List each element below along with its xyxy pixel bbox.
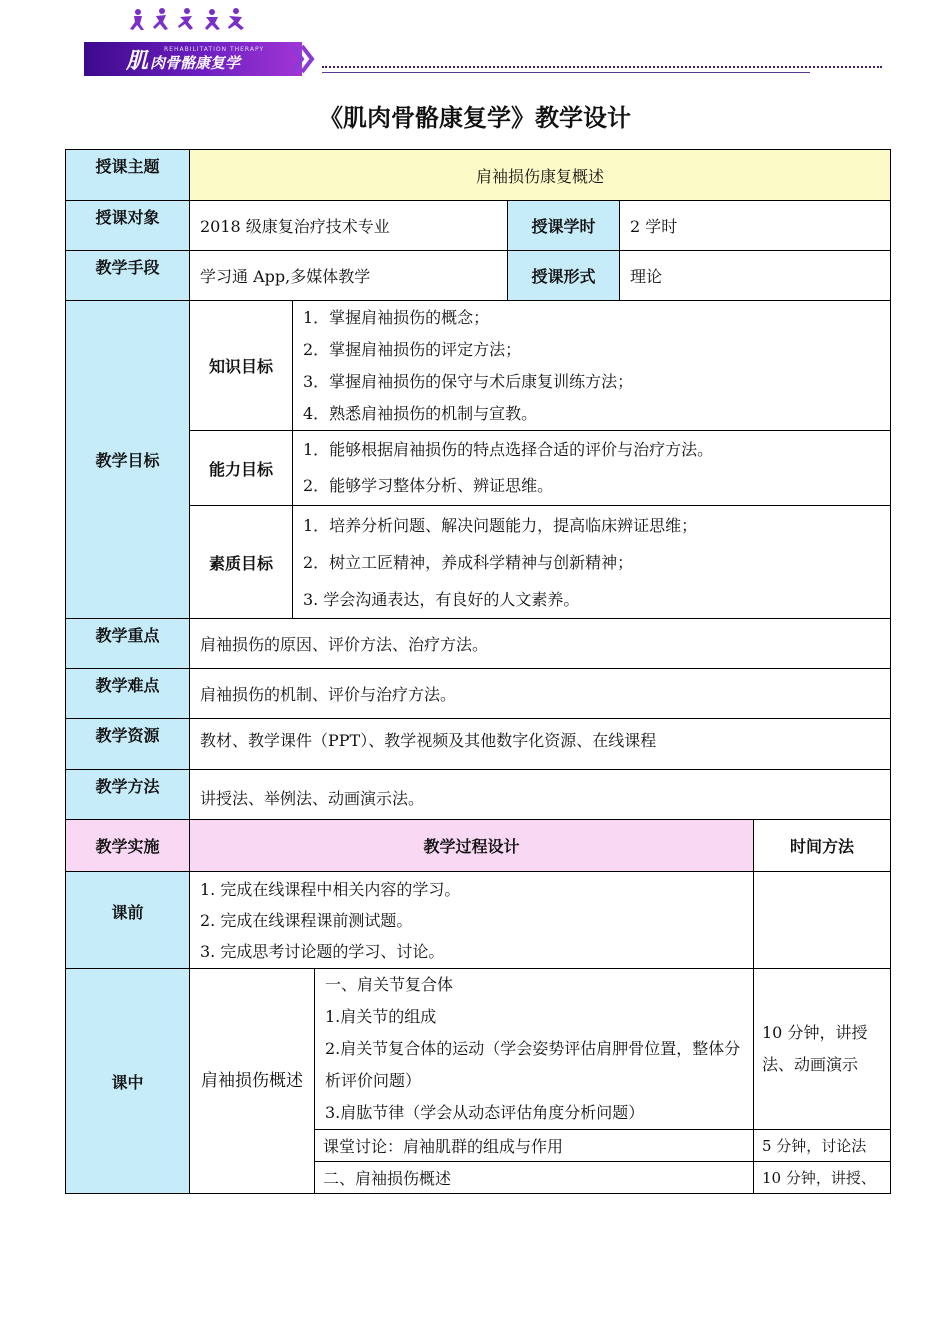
list-item: 2. 完成在线课程课前测试题。 (200, 910, 413, 930)
pre-class-list (190, 872, 754, 969)
objectives-label: 教学目标 (66, 301, 190, 619)
brand-main-char: 肌 (126, 49, 149, 74)
key-points-label: 教学重点 (66, 619, 190, 669)
list-item: 3. 完成思考讨论题的学习、讨论。 (200, 941, 445, 961)
difficulties-value: 肩袖损伤的机制、评价与治疗方法。 (190, 669, 891, 719)
row-key-points (66, 619, 891, 669)
part2-text: 二、肩袖损伤概述 (315, 1162, 754, 1194)
row-resources (66, 719, 891, 770)
row-knowledge-objectives (66, 301, 891, 431)
header-banner (84, 8, 320, 74)
discussion-text: 课堂讨论：肩袖肌群的组成与作用 (315, 1130, 754, 1162)
list-item: 4．熟悉肩袖损伤的机制与宣教。 (303, 403, 538, 423)
implementation-header: 教学实施 (66, 820, 190, 872)
list-item: 3.肩肱节律（学会从动态评估角度分析问题） (325, 1103, 645, 1122)
list-item: 1．培养分析问题、解决问题能力，提高临床辨证思维； (303, 515, 698, 535)
knowledge-label: 知识目标 (190, 301, 293, 431)
audience-label: 授课对象 (66, 201, 190, 251)
row-difficulties (66, 669, 891, 719)
header-divider (322, 72, 810, 73)
form-value: 理论 (620, 251, 891, 301)
chevron-right-icon (288, 42, 318, 76)
methods-value: 讲授法、举例法、动画演示法。 (190, 770, 891, 820)
list-item: 2．能够学习整体分析、辨证思维。 (303, 476, 554, 495)
list-item: 1．能够根据肩袖损伤的特点选择合适的评价与治疗方法。 (303, 440, 714, 459)
difficulties-label: 教学难点 (66, 669, 190, 719)
form-label: 授课形式 (508, 251, 620, 301)
row-quality-objectives (66, 506, 891, 619)
brand-rest: 肉骨骼康复学 (150, 54, 241, 72)
list-item: 1．掌握肩袖损伤的概念； (303, 307, 490, 327)
list-item: 3．掌握肩袖损伤的保守与术后康复训练方法； (303, 371, 634, 391)
discussion-time: 5 分钟，讨论法 (754, 1130, 891, 1162)
list-item: 1.肩关节的组成 (325, 1007, 437, 1026)
in-class-section (190, 969, 315, 1194)
list-item: 2．树立工匠精神，养成科学精神与创新精神； (303, 552, 634, 572)
means-label: 教学手段 (66, 251, 190, 301)
in-class-section-text: 肩袖损伤概述 (201, 1071, 303, 1091)
pre-class-label: 课前 (66, 872, 190, 969)
quality-list (293, 506, 891, 619)
row-in-class-part1 (66, 969, 891, 1130)
hours-label: 授课学时 (508, 201, 620, 251)
in-class-label: 课中 (66, 969, 190, 1194)
knowledge-list (293, 301, 891, 431)
part2-time: 10 分钟，讲授、 (754, 1162, 891, 1194)
time-method-header: 时间方法 (754, 820, 891, 872)
means-value: 学习通 App,多媒体教学 (190, 251, 508, 301)
row-pre-class (66, 872, 891, 969)
topic-value: 肩袖损伤康复概述 (190, 150, 891, 201)
ability-list (293, 431, 891, 506)
document-title: 《肌肉骨骼康复学》教学设计 (319, 104, 631, 132)
in-class-part1-time: 10 分钟，讲授法、动画演示 (754, 969, 891, 1130)
athletes-logo-icon (130, 8, 260, 30)
process-design-header: 教学过程设计 (190, 820, 754, 872)
list-item: 2．掌握肩袖损伤的评定方法； (303, 339, 522, 359)
topic-label: 授课主题 (66, 150, 190, 201)
key-points-value: 肩袖损伤的原因、评价方法、治疗方法。 (190, 619, 891, 669)
row-methods (66, 770, 891, 820)
list-item: 3. 学会沟通表达，有良好的人文素养。 (303, 589, 580, 609)
audience-value: 2018 级康复治疗技术专业 (190, 201, 508, 251)
header-dotted-line (322, 66, 882, 68)
row-ability-objectives (66, 431, 891, 506)
methods-label: 教学方法 (66, 770, 190, 820)
teaching-plan-table (65, 149, 891, 1194)
list-item: 1. 完成在线课程中相关内容的学习。 (200, 879, 461, 899)
row-means (66, 251, 891, 301)
row-topic (66, 150, 891, 201)
ability-label: 能力目标 (190, 431, 293, 506)
row-audience (66, 201, 891, 251)
quality-label: 素质目标 (190, 506, 293, 619)
resources-value: 教材、教学课件（PPT）、教学视频及其他数字化资源、在线课程 (190, 719, 891, 770)
brand-subtitle: REHABILITATION THERAPY (164, 46, 265, 53)
in-class-part1-list (315, 969, 754, 1130)
list-item: 一、肩关节复合体 (325, 975, 454, 994)
resources-label: 教学资源 (66, 719, 190, 770)
row-process-header (66, 820, 891, 872)
list-item: 2.肩关节复合体的运动（学会姿势评估肩胛骨位置，整体分析评价问题） (325, 1039, 741, 1090)
hours-value: 2 学时 (620, 201, 891, 251)
pre-class-time (754, 872, 891, 969)
